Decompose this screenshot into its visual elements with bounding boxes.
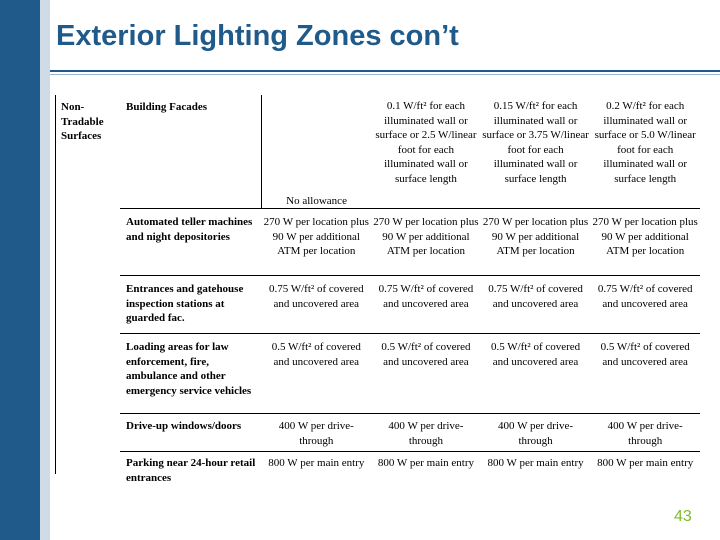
table-cell: 800 W per main entry <box>597 457 694 469</box>
table-row <box>120 452 700 487</box>
table-cell: 0.75 W/ft² of covered and uncovered area <box>262 276 372 334</box>
title-divider <box>50 70 720 72</box>
table-row <box>120 414 700 452</box>
sidebar-accent <box>0 0 40 540</box>
table-cell: 400 W per drive-through <box>371 414 481 452</box>
table-cell: 0.15 W/ft² for each illuminated wall or surface or 3.75 W/linear foot for each illuminated wall or surface length <box>481 95 591 209</box>
page-number: 43 <box>674 508 692 525</box>
table-cell: 0.1 W/ft² for each illuminated wall or surface or 2.5 W/linear foot for each illuminated wall or surface length <box>371 95 481 209</box>
row-label: Entrances and gatehouse inspection stations at guarded fac. <box>120 276 262 334</box>
table-cell: 0.5 W/ft² of covered and uncovered area <box>262 334 372 414</box>
table-cell: No allowance <box>262 95 372 209</box>
table-row <box>120 209 700 276</box>
table-cell: 270 W per location plus 90 W per additional ATM per location <box>371 209 481 276</box>
table-cell: 270 W per location plus 90 W per additional ATM per location <box>262 209 372 276</box>
table-cell: 800 W per main entry <box>487 457 584 469</box>
row-label: Building Facades <box>120 95 262 209</box>
table-cell: 0.75 W/ft² of covered and uncovered area <box>371 276 481 334</box>
row-label: Drive-up windows/doors <box>120 414 262 452</box>
table-cell: 270 W per location plus 90 W per additional ATM per location <box>481 209 591 276</box>
category-label: Non-Tradable Surfaces <box>61 101 104 142</box>
row-label: Parking near 24-hour retail entrances <box>126 457 256 484</box>
row-label: Automated teller machines and night depositories <box>120 209 262 276</box>
title-divider-secondary <box>50 74 720 75</box>
sidebar-accent-light <box>40 0 50 540</box>
table-left-border <box>55 95 56 474</box>
table-cell: 800 W per main entry <box>268 457 365 469</box>
table-cell: 800 W per main entry <box>377 457 474 469</box>
table-cell: 400 W per drive-through <box>590 414 700 452</box>
row-label: Loading areas for law enforcement, fire, ambulance and other emergency service vehicles <box>120 334 262 414</box>
table-cell: 0.5 W/ft² of covered and uncovered area <box>481 334 591 414</box>
table-row <box>120 95 700 209</box>
page-title: Exterior Lighting Zones con’t <box>56 20 459 52</box>
lighting-allowance-table <box>120 95 700 486</box>
table-row <box>120 334 700 414</box>
table-cell: 400 W per drive-through <box>262 414 372 452</box>
table-cell: 0.2 W/ft² for each illuminated wall or surface or 5.0 W/linear foot for each illuminated wall or surface length <box>590 95 700 209</box>
table-cell: 0.75 W/ft² of covered and uncovered area <box>590 276 700 334</box>
allowance-table <box>120 95 700 486</box>
table-cell: 0.5 W/ft² of covered and uncovered area <box>371 334 481 414</box>
table-cell: 270 W per location plus 90 W per additional ATM per location <box>590 209 700 276</box>
table-cell: 400 W per drive-through <box>481 414 591 452</box>
table-cell: 0.75 W/ft² of covered and uncovered area <box>481 276 591 334</box>
table-cell: 0.5 W/ft² of covered and uncovered area <box>590 334 700 414</box>
table-row <box>120 276 700 334</box>
